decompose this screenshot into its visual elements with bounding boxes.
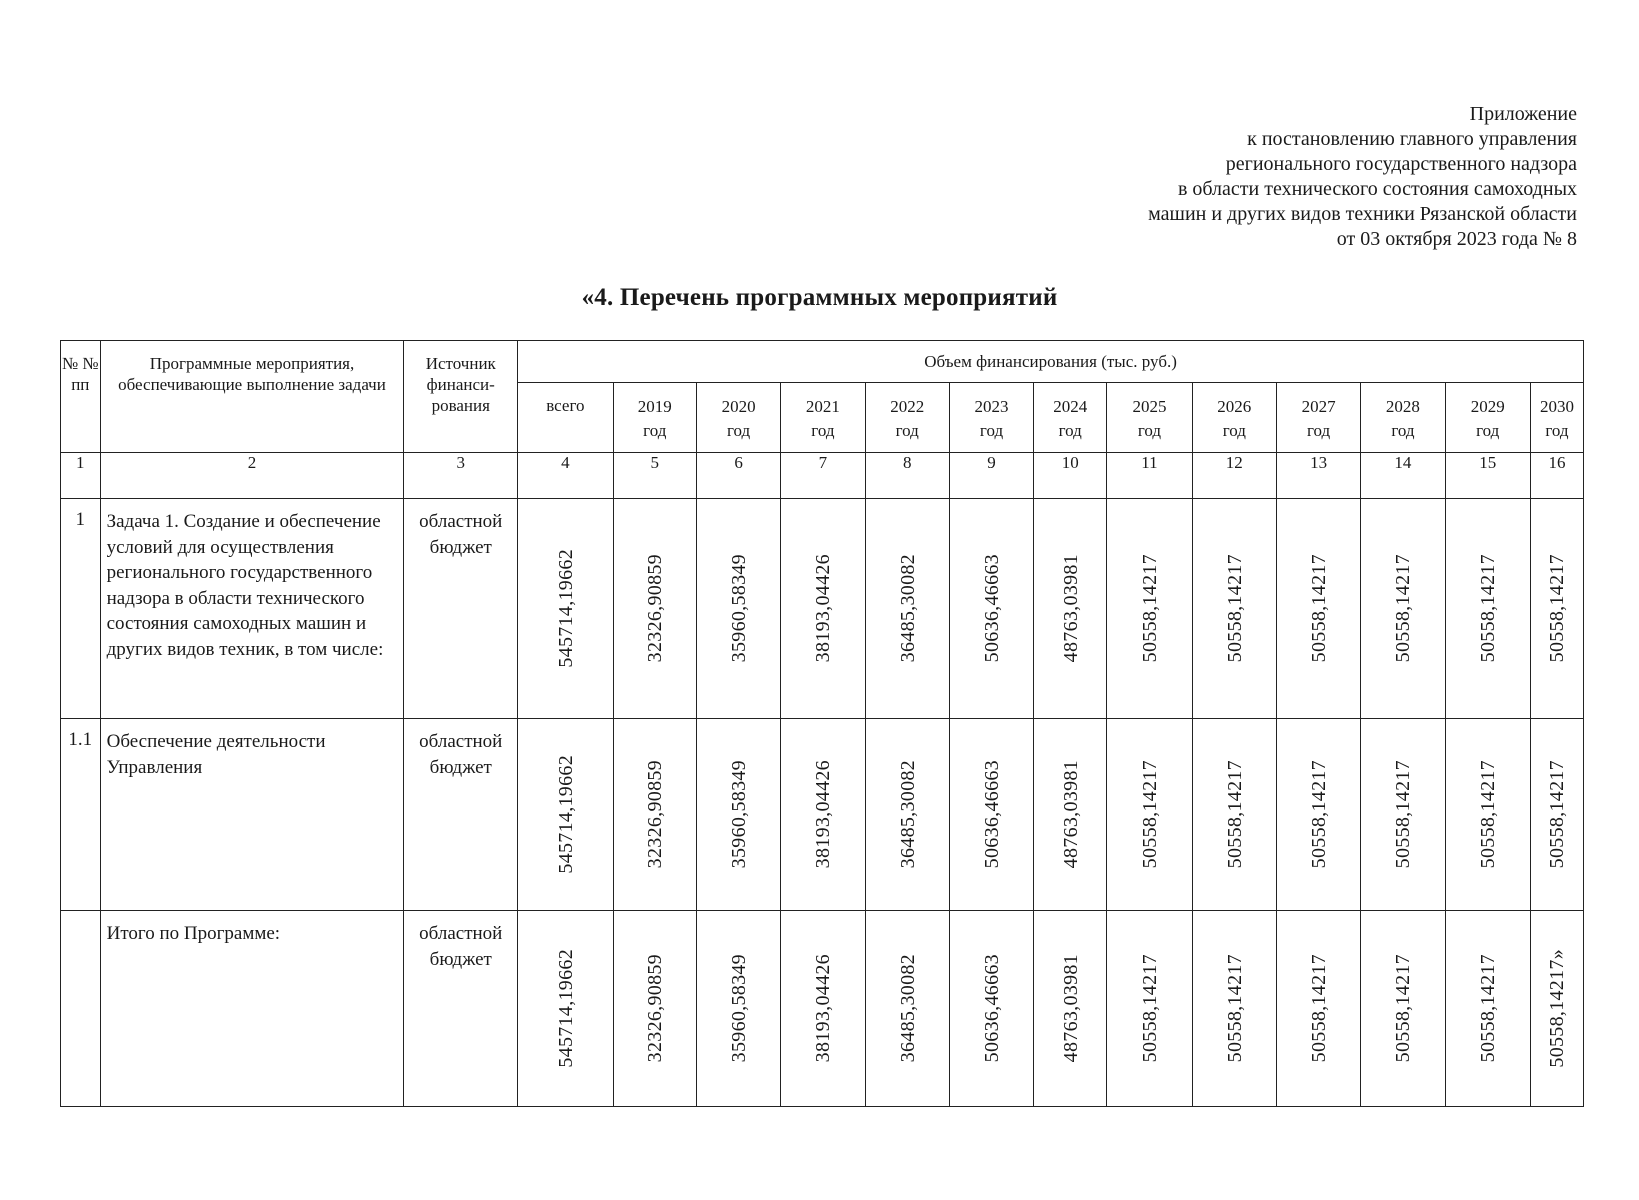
- funding-source: областной бюджет: [404, 719, 518, 911]
- funding-value: 50558,14217: [1392, 954, 1415, 1063]
- header-row-top: [61, 341, 1584, 383]
- funding-value: 50558,14217: [1223, 760, 1246, 869]
- funding-value: 50558,14217: [1223, 554, 1246, 663]
- funding-value-wrap: [1448, 721, 1530, 909]
- year-suffix: год: [979, 421, 1004, 440]
- funding-value-wrap: [868, 501, 949, 717]
- funding-value: 50558,14217: [1477, 954, 1500, 1063]
- header-year: [865, 383, 949, 453]
- funding-value-cell: [1192, 499, 1276, 719]
- funding-value-wrap: [868, 721, 949, 909]
- year-value: 2024: [1053, 397, 1088, 416]
- funding-value-cell: [1276, 499, 1360, 719]
- funding-value: 38193,04426: [812, 554, 835, 663]
- funding-value-wrap: [520, 501, 612, 717]
- funding-value-cell: [696, 499, 780, 719]
- funding-value: 50558,14217: [1546, 554, 1569, 663]
- funding-value-wrap: [1109, 913, 1191, 1105]
- funding-value-wrap: [699, 721, 780, 909]
- funding-value-wrap: [699, 501, 780, 717]
- funding-value-wrap: [520, 721, 612, 909]
- funding-source: областной бюджет: [404, 911, 518, 1107]
- funding-value: 36485,30082: [896, 954, 919, 1063]
- funding-value-cell: [949, 911, 1033, 1107]
- funding-value-cell: [1361, 499, 1445, 719]
- year-value: 2027: [1301, 397, 1336, 416]
- funding-value: 32326,90859: [644, 954, 667, 1063]
- funding-value-cell: [1034, 499, 1107, 719]
- header-year: [949, 383, 1033, 453]
- header-num: № № пп: [61, 341, 101, 453]
- funding-value: 50636,46663: [981, 554, 1004, 663]
- funding-source: областной бюджет: [404, 499, 518, 719]
- column-number: 15: [1445, 453, 1530, 499]
- measure-text: Задача 1. Создание и обеспечение условий для осуществления регионального государственного надзора в области технического состояния самоходных машин и других видов техник, в том числе:: [100, 499, 404, 719]
- header-measures: Программные мероприятия, обеспечивающие выполнение задачи: [100, 341, 404, 453]
- column-number: 4: [518, 453, 613, 499]
- funding-value-cell: [518, 911, 613, 1107]
- funding-value: 48763,03981: [1059, 760, 1082, 869]
- funding-value-wrap: [1363, 721, 1444, 909]
- funding-value: 50636,46663: [981, 760, 1004, 869]
- funding-value-wrap: [616, 501, 696, 717]
- header-year: [1361, 383, 1445, 453]
- funding-value-wrap: [1109, 721, 1191, 909]
- funding-value: 50558,14217: [1308, 760, 1331, 869]
- funding-value: 32326,90859: [644, 760, 667, 869]
- funding-value: 545714,19662: [554, 549, 577, 668]
- funding-value-wrap: [952, 721, 1033, 909]
- funding-value-cell: [696, 719, 780, 911]
- funding-value: 545714,19662: [554, 755, 577, 874]
- table-row: [61, 719, 1584, 911]
- year-value: 2029: [1470, 397, 1505, 416]
- header-year: [1276, 383, 1360, 453]
- year-value: 2023: [974, 397, 1009, 416]
- year-suffix: год: [1476, 421, 1500, 440]
- header-total: всего: [518, 383, 613, 453]
- funding-value-cell: [1034, 911, 1107, 1107]
- year-value: 2022: [890, 397, 925, 416]
- year-suffix: год: [1391, 421, 1415, 440]
- funding-value: 50558,14217»: [1546, 949, 1569, 1068]
- appendix-line: регионального государственного надзора: [1225, 153, 1577, 175]
- appendix-line: в области технического состояния самоходных: [1177, 178, 1577, 200]
- funding-value-wrap: [1533, 913, 1583, 1105]
- funding-value: 50558,14217: [1223, 954, 1246, 1063]
- funding-value: 50558,14217: [1477, 554, 1500, 663]
- funding-value: 545714,19662: [554, 949, 577, 1068]
- funding-value: 35960,58349: [728, 954, 751, 1063]
- year-value: 2025: [1132, 397, 1167, 416]
- header-year: [781, 383, 865, 453]
- funding-value-wrap: [1279, 721, 1360, 909]
- column-number: 13: [1276, 453, 1360, 499]
- funding-value-cell: [1107, 499, 1192, 719]
- funding-value: 38193,04426: [812, 760, 835, 869]
- funding-value-cell: [613, 719, 696, 911]
- funding-value-wrap: [1363, 913, 1444, 1105]
- column-number: 8: [865, 453, 949, 499]
- funding-value-cell: [781, 719, 865, 911]
- funding-value: 50558,14217: [1138, 760, 1161, 869]
- year-value: 2030: [1539, 397, 1574, 416]
- appendix-line: Приложение: [1469, 103, 1577, 125]
- funding-value-cell: [865, 719, 949, 911]
- column-number: 2: [100, 453, 404, 499]
- funding-value-cell: [949, 719, 1033, 911]
- funding-value: 50558,14217: [1392, 760, 1415, 869]
- year-suffix: год: [895, 421, 919, 440]
- appendix-line: к постановлению главного управления: [1247, 128, 1577, 150]
- funding-value-wrap: [1448, 501, 1530, 717]
- funding-value: 35960,58349: [728, 554, 751, 663]
- funding-value-cell: [613, 911, 696, 1107]
- column-number: 14: [1361, 453, 1445, 499]
- funding-value-wrap: [1279, 501, 1360, 717]
- row-number: 1: [61, 499, 101, 719]
- column-number: 3: [404, 453, 518, 499]
- funding-value-cell: [518, 719, 613, 911]
- funding-value-wrap: [520, 913, 612, 1105]
- funding-value-cell: [1192, 719, 1276, 911]
- column-number: 12: [1192, 453, 1276, 499]
- table-row: [61, 911, 1584, 1107]
- funding-value-wrap: [616, 913, 696, 1105]
- row-number: 1.1: [61, 719, 101, 911]
- year-suffix: год: [1307, 421, 1331, 440]
- funding-value-wrap: [1279, 913, 1360, 1105]
- column-number: 10: [1034, 453, 1107, 499]
- funding-value: 50558,14217: [1138, 554, 1161, 663]
- funding-value-cell: [781, 911, 865, 1107]
- funding-value: 50558,14217: [1308, 554, 1331, 663]
- funding-value-wrap: [1109, 501, 1191, 717]
- funding-value-cell: [1107, 911, 1192, 1107]
- funding-value-cell: [1530, 499, 1583, 719]
- document-title: «4. Перечень программных мероприятий: [581, 284, 1058, 311]
- funding-value-wrap: [1036, 501, 1106, 717]
- funding-value: 48763,03981: [1059, 554, 1082, 663]
- funding-value-wrap: [1363, 501, 1444, 717]
- header-year: [1530, 383, 1583, 453]
- year-suffix: год: [643, 421, 667, 440]
- funding-value: 50558,14217: [1392, 554, 1415, 663]
- funding-value-wrap: [1195, 721, 1276, 909]
- funding-value-wrap: [868, 913, 949, 1105]
- funding-value: 32326,90859: [644, 554, 667, 663]
- funding-value-wrap: [952, 501, 1033, 717]
- funding-value-cell: [949, 499, 1033, 719]
- funding-value-wrap: [952, 913, 1033, 1105]
- year-suffix: год: [1545, 421, 1569, 440]
- funding-value-cell: [518, 499, 613, 719]
- year-value: 2019: [637, 397, 672, 416]
- funding-value-wrap: [1195, 913, 1276, 1105]
- funding-value: 36485,30082: [896, 760, 919, 869]
- funding-value-cell: [1445, 719, 1530, 911]
- funding-value-cell: [1530, 719, 1583, 911]
- funding-value-cell: [696, 911, 780, 1107]
- funding-value: 35960,58349: [728, 760, 751, 869]
- row-number: [61, 911, 101, 1107]
- program-measures-table: [60, 340, 1584, 1107]
- header-year: [1107, 383, 1192, 453]
- funding-value-wrap: [699, 913, 780, 1105]
- column-number: 16: [1530, 453, 1583, 499]
- funding-value-cell: [1361, 911, 1445, 1107]
- column-number: 5: [613, 453, 696, 499]
- header-year: [696, 383, 780, 453]
- header-year: [1034, 383, 1107, 453]
- funding-value-wrap: [783, 501, 864, 717]
- year-suffix: год: [1222, 421, 1246, 440]
- funding-value-cell: [781, 499, 865, 719]
- header-source: Источник финанси-рования: [404, 341, 518, 453]
- column-number: 9: [949, 453, 1033, 499]
- funding-value-cell: [1530, 911, 1583, 1107]
- column-number: 6: [696, 453, 780, 499]
- funding-value: 50558,14217: [1138, 954, 1161, 1063]
- funding-value-cell: [1445, 911, 1530, 1107]
- year-value: 2028: [1385, 397, 1420, 416]
- funding-value-cell: [613, 499, 696, 719]
- funding-value-cell: [1192, 911, 1276, 1107]
- funding-value-wrap: [1533, 501, 1583, 717]
- funding-value-wrap: [1036, 721, 1106, 909]
- funding-value-cell: [1276, 719, 1360, 911]
- funding-value-wrap: [783, 721, 864, 909]
- header-year: [1192, 383, 1276, 453]
- funding-value-wrap: [1533, 721, 1583, 909]
- year-value: 2020: [721, 397, 756, 416]
- funding-value-cell: [1361, 719, 1445, 911]
- header-year: [1445, 383, 1530, 453]
- appendix-line: машин и других видов техники Рязанской области: [1148, 203, 1577, 225]
- funding-value-cell: [1107, 719, 1192, 911]
- year-suffix: год: [1137, 421, 1162, 440]
- funding-value: 50636,46663: [981, 954, 1004, 1063]
- funding-value-cell: [1445, 499, 1530, 719]
- column-numbers-row: [61, 453, 1584, 499]
- measure-text: Обеспечение деятельности Управления: [100, 719, 404, 911]
- table-row: [61, 499, 1584, 719]
- funding-value-cell: [865, 911, 949, 1107]
- year-suffix: год: [811, 421, 835, 440]
- appendix-line: от 03 октября 2023 года № 8: [1336, 228, 1577, 250]
- header-year: [613, 383, 696, 453]
- funding-value: 50558,14217: [1546, 760, 1569, 869]
- funding-value: 48763,03981: [1059, 954, 1082, 1063]
- column-number: 7: [781, 453, 865, 499]
- funding-value: 50558,14217: [1308, 954, 1331, 1063]
- year-suffix: год: [1058, 421, 1082, 440]
- header-funding: Объем финансирования (тыс. руб.): [518, 341, 1584, 383]
- funding-value-wrap: [1195, 501, 1276, 717]
- funding-value: 50558,14217: [1477, 760, 1500, 869]
- funding-value: 36485,30082: [896, 554, 919, 663]
- funding-value-cell: [1034, 719, 1107, 911]
- measure-text: Итого по Программе:: [100, 911, 404, 1107]
- year-value: 2026: [1217, 397, 1252, 416]
- appendix-block: [1148, 102, 1577, 252]
- column-number: 11: [1107, 453, 1192, 499]
- funding-value-wrap: [783, 913, 864, 1105]
- year-suffix: год: [726, 421, 751, 440]
- funding-value-wrap: [616, 721, 696, 909]
- funding-value-cell: [1276, 911, 1360, 1107]
- funding-value: 38193,04426: [812, 954, 835, 1063]
- funding-value-wrap: [1448, 913, 1530, 1105]
- year-value: 2021: [805, 397, 840, 416]
- funding-value-cell: [865, 499, 949, 719]
- column-number: 1: [61, 453, 101, 499]
- funding-value-wrap: [1036, 913, 1106, 1105]
